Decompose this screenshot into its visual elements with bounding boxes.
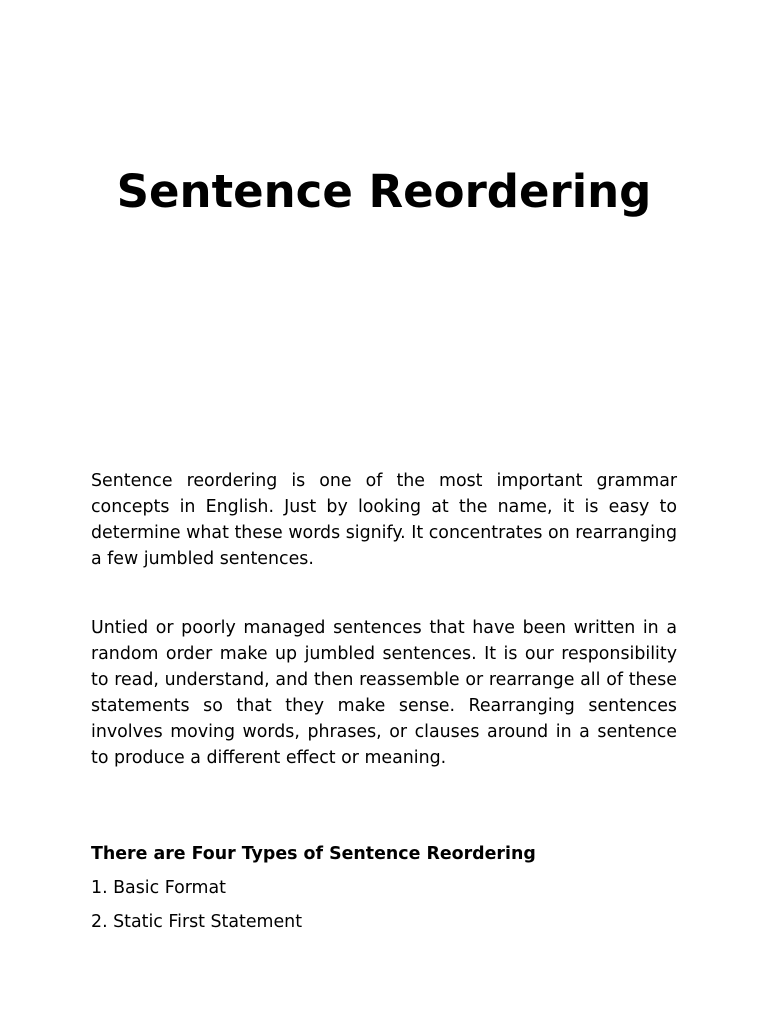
document-title: Sentence Reordering	[116, 165, 652, 218]
section-heading: There are Four Types of Sentence Reordering	[91, 844, 536, 864]
intro-paragraph: Sentence reordering is one of the most important grammar concepts in English. Just by looking at the name, it is easy to determine what these words signify. It concentrates on rearranging a few jumbled sentences.	[91, 471, 677, 569]
jumbled-sentences-paragraph: Untied or poorly managed sentences that have been written in a random order make up jumbled sentences. It is our responsibility to read, understand, and then reassemble or rearrange all of these statements so that they make sense. Rearranging sentences involves moving words, phrases, or clauses around in a sentence to produce a different effect or meaning.	[91, 618, 677, 768]
list-item: 1. Basic Format	[91, 878, 226, 898]
list-item: 2. Static First Statement	[91, 912, 303, 932]
